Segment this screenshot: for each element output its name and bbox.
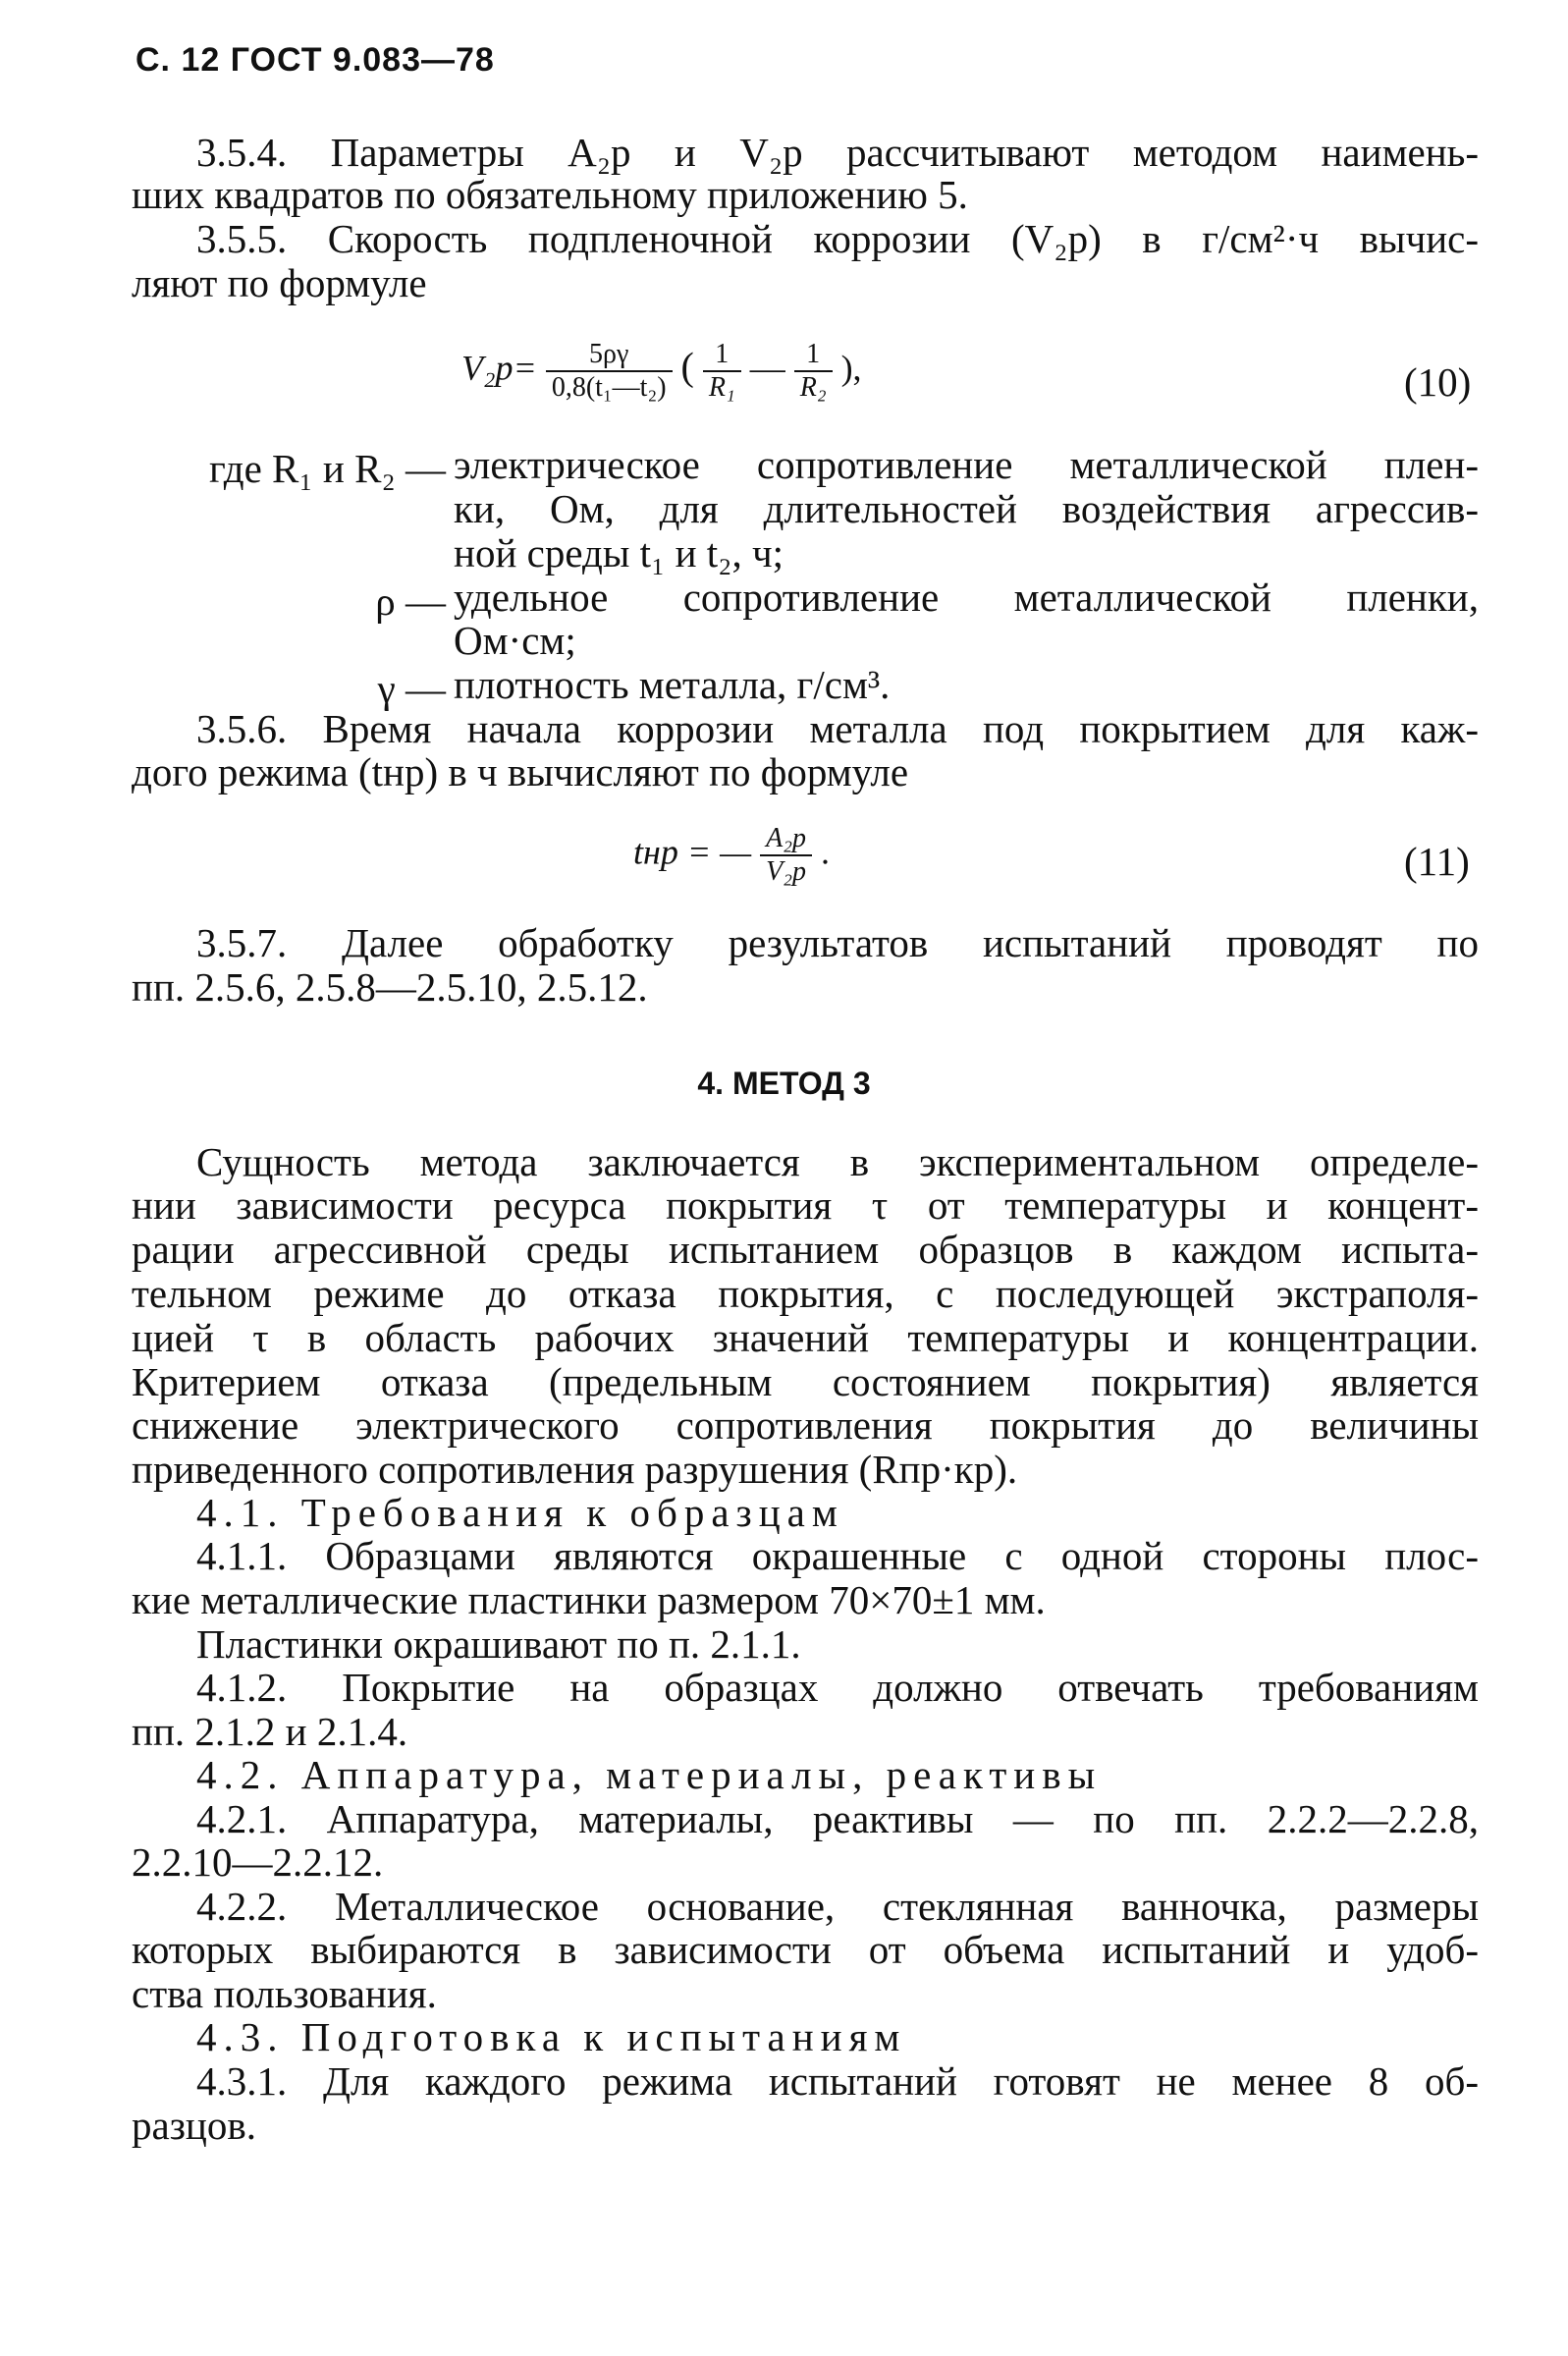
formula-10-r2-den: R₂ [799,372,827,403]
where-rho-line2: Ом·см; [454,618,576,663]
p412-line1: 4.1.2. Покрытие на образцах должно отвечать требованиям [196,1665,1479,1710]
where-r-line2: ки, Ом, для длительностей воздействия агрессив- [454,486,1479,531]
formula-10-fraction [546,339,673,404]
formula-10 [461,339,862,404]
p422-line2: которых выбираются в зависимости от объема испытаний и удоб- [132,1927,1479,1972]
p431-line1: 4.3.1. Для каждого режима испытаний готовят не менее 8 об- [196,2058,1479,2104]
p422-line1: 4.2.2. Металлическое основание, стеклянная ванночка, размеры [196,1884,1479,1929]
formula-10-r1-den: R₁ [708,372,735,403]
equation-number-11: (11) [1404,839,1470,884]
formula-10-fraction-r1 [703,339,741,404]
formula-10-numerator: 5ργ [546,339,673,372]
p421-line1: 4.2.1. Аппаратура, материалы, реактивы — по пп. 2.2.2—2.2.8, [196,1796,1479,1841]
heading-4-2: 4.2. Аппаратура, материалы, реактивы [196,1752,1103,1797]
formula-10-lhs: V₂р= [461,348,537,388]
where-r-line3: ной среды t₁ и t₂, ч; [454,530,784,575]
section4-intro-line3: рации агрессивной среды испытанием образцов в каждом испыта- [132,1227,1479,1272]
p421-line2: 2.2.10—2.2.12. [132,1839,384,1885]
p357-line2: пп. 2.5.6, 2.5.8—2.5.10, 2.5.12. [132,964,648,1010]
section4-intro-line2: нии зависимости ресурса покрытия τ от температуры и концент- [132,1182,1479,1228]
p356-line2: дого режима (tнр) в ч вычисляют по формуле [132,749,909,794]
where-r-line1: электрическое сопротивление металлической плен- [454,442,1479,487]
formula-11 [633,823,830,888]
section4-intro-line6: Критерием отказа (предельным состоянием покрытия) является [132,1359,1479,1404]
formula-11-numerator: A₂р [760,823,812,856]
equation-number-10: (10) [1404,359,1472,405]
p355-line2: ляют по формуле [132,260,427,305]
formula-10-minus: — [749,348,785,388]
formula-10-fraction-r2 [794,339,833,404]
section4-intro-line1: Сущность метода заключается в экспериментальном определе- [196,1139,1479,1184]
formula-10-r2-num: 1 [794,339,833,372]
where-gamma-line1: плотность металла, г/см³. [454,662,891,707]
heading-4-1: 4.1. Требования к образцам [196,1490,844,1535]
p357-line1: 3.5.7. Далее обработку результатов испытаний проводят по [196,920,1479,965]
formula-10-tail: ), [840,348,862,388]
p431-line2: разцов. [132,2103,256,2148]
formula-10-paren-open: ( [680,344,694,389]
p355-line1: 3.5.5. Скорость подпленочной коррозии (V₂р) в г/см²·ч вычис- [196,216,1479,261]
where-rho-label: ρ — [375,578,446,624]
section-4-title: 4. МЕТОД 3 [697,1066,871,1101]
section4-intro-line8: приведенного сопротивления разрушения (Rпр·кр). [132,1447,1018,1492]
heading-4-3: 4.3. Подготовка к испытаниям [196,2014,907,2059]
p411-line2: кие металлические пластинки размером 70×70±1 мм. [132,1577,1046,1622]
formula-11-fraction [760,823,812,888]
p422-line3: ства пользования. [132,1971,437,2016]
formula-11-denominator: V₂р [766,856,807,887]
p356-line1: 3.5.6. Время начала коррозии металла под покрытием для каж- [196,706,1479,751]
section4-intro-line4: тельном режиме до отказа покрытия, с последующей экстраполя- [132,1271,1479,1316]
p411-line3: Пластинки окрашивают по п. 2.1.1. [196,1621,801,1667]
p354-line2: ших квадратов по обязательному приложению 5. [132,172,968,217]
where-gamma-label: γ — [377,666,446,711]
p411-line1: 4.1.1. Образцами являются окрашенные с одной стороны плос- [196,1533,1479,1578]
where-r-label: где R₁ и R₂ — [208,446,446,491]
formula-10-r1-num: 1 [703,339,741,372]
formula-11-tail: . [821,832,831,872]
page-header: С. 12 ГОСТ 9.083—78 [135,41,495,79]
p412-line2: пп. 2.1.2 и 2.1.4. [132,1709,408,1754]
where-rho-line1: удельное сопротивление металлической пленки, [454,575,1479,620]
section4-intro-line7: снижение электрического сопротивления покрытия до величины [132,1402,1479,1448]
formula-10-denominator: 0,8(t₁—t₂) [551,372,667,403]
section4-intro-line5: цией τ в область рабочих значений температуры и концентрации. [132,1315,1479,1360]
p354-line1: 3.5.4. Параметры A₂р и V₂р рассчитывают методом наимень- [196,130,1479,175]
formula-11-lhs: tнр = — [633,832,752,872]
